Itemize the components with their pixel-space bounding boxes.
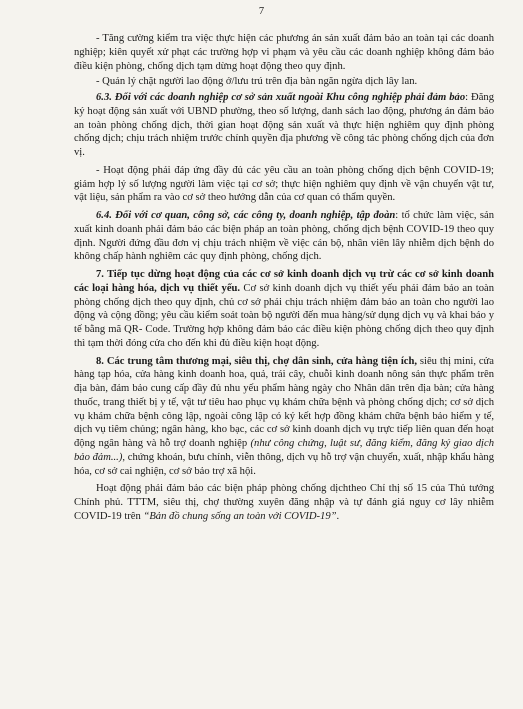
section-6-4-heading: 6.4. Đối với cơ quan, công sở, các công ty, doanh nghiệp, tập đoàn [96,210,396,221]
paragraph-worker-management: - Quản lý chặt người lao động ở/lưu trú trên địa bàn ngăn ngừa dịch lây lan. [96,76,418,88]
section-6-4-body: : tổ chức làm việc, sản xuất kinh doanh phải đảm bảo các biện pháp an toàn phòng, chống dịch bệnh COVID-19 theo quy định. Người đứng đầu đơn vị chịu trách nhiệm về việc cán bộ, nhân viên lây nhiễm dịch bệnh do không chấp hành nghiêm các quy định phòng, chống dịch. [74,210,494,263]
section-6-3-heading: 6.3. Đối với các doanh nghiệp cơ sở sản xuất ngoài Khu công nghiệp phải đảm bảo [96,92,466,103]
directive-body: Hoạt động phải đảm bảo các biện pháp phòng chống dịchtheo Chỉ thị số 15 của Thủ tướng Chính phủ. TTTM, siêu thị, chợ thường xuyên đăng nhập và tự đánh giá nguy cơ lây nhiễm COVID-19 trên [74,483,494,522]
section-6-3-body: : Đăng ký hoạt động sản xuất với UBND phường, theo số lượng, danh sách lao động, phương án đảm bảo an toàn phòng chống dịch, thời gian hoạt động sản xuất và thực hiện nghiêm quy định phòng chống dịch; chịu trách nhiệm trước chính quyền địa phương về công tác phòng chống dịch của đơn vị. [74,92,494,158]
paragraph-directive-15 [74,482,494,523]
section-8 [74,355,494,479]
directive-end: . [336,510,340,522]
page-number: 7 [258,6,265,17]
section-8-body: siêu thị mini, cửa hàng tạp hóa, cửa hàng kinh doanh hoa, quả, trái cây, chuỗi kinh doanh nông sản thực phẩm trên địa bàn, đảm bảo cung cấp đầy đủ nhu yếu phẩm hàng ngày cho Nhân dân trên địa bàn; cửa hàng thuốc, trang thiết bị y tế, vật tư tiêu hao phục vụ khám chữa bệnh và phòng chống dịch; cơ sở dịch vụ khám chữa bệnh công lập, ngoài công lập có ký kết hợp đồng khám chữa bệnh bảo hiểm y tế, dịch vụ tiêm chủng; ngân hàng, kho bạc, các cơ sở kinh doanh dịch vụ trực tiếp liên quan đến hoạt động ngân hàng và hỗ trợ doanh nghiệp [74,355,494,449]
safety-map-title: “Bản đồ chung sống an toàn với COVID-19” [143,510,337,522]
section-7-heading: 7. Tiếp tục dừng hoạt động của các cơ sở kinh doanh dịch vụ trừ các cơ sở kinh doanh các loại hàng hóa, dịch vụ thiết yếu. [74,269,494,294]
section-8-italic: (như công chứng, luật sư, đăng kiểm, đăng ký giao dịch bảo đảm...) [74,438,494,463]
paragraph-inspection: - Tăng cường kiểm tra việc thực hiện các phương án sản xuất đảm bảo an toàn tại các doanh nghiệp; kiên quyết xử phạt các trường hợp vi phạm và yêu cầu các doanh nghiệp không đảm bảo điều kiện phòng, chống dịch tạm dừng hoạt động theo quy định. [74,33,494,72]
section-7 [74,268,494,351]
section-6-3 [74,91,494,160]
section-7-body: Cơ sở kinh doanh dịch vụ thiết yếu phải đảm bảo an toàn phòng chống dịch theo quy định, chủ cơ sở phải chịu trách nhiệm đảm bảo an toàn cho người lao động và cộng đồng; yêu cầu kiểm soát toàn bộ người đến mua hàng/sử dụng dịch vụ và khai báo y tế bằng mã QR- Code. Trường hợp không đảm bảo các điều kiện phòng chống dịch theo quy định thì tạm thời đóng cửa cho đến khi đủ điều kiện hoạt động. [74,282,495,349]
section-8-heading: 8. Các trung tâm thương mại, siêu thị, chợ dân sinh, cửa hàng tiện ích, [96,355,418,367]
section-6-4 [74,209,494,264]
section-8-tail: , chứng khoán, bưu chính, viễn thông, dịch vụ hỗ trợ vận chuyển, xuất, nhập khẩu hàng hóa, cơ sở cai nghiện, cơ sở bảo trợ xã hội. [74,451,494,477]
paragraph-operation-requirements: - Hoạt động phải đáp ứng đầy đủ các yêu cầu an toàn phòng chống dịch bệnh COVID-19; giảm hợp lý số lượng người làm việc tại cơ sở; thực hiện nghiêm quy định về vận chuyển vật tư, vật liệu, sản phẩm ra vào cơ sở theo hướng dẫn của cơ quan có thẩm quyền. [74,164,494,204]
document-body [74,32,494,528]
